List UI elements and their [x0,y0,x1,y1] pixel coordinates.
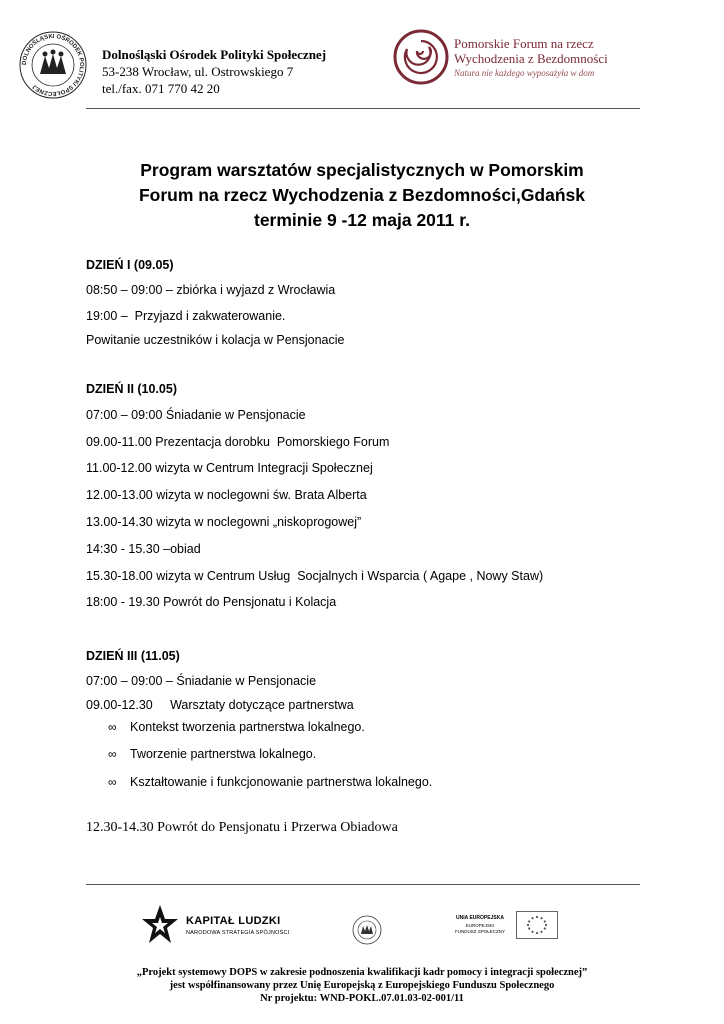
day-1-item: Powitanie uczestników i kolacja w Pensjonacie [86,333,345,347]
dops-name: Dolnośląski Ośrodek Polityki Społecznej [102,47,327,62]
dops-small-seal-logo [352,915,382,945]
footer-logos [140,895,590,955]
forum-name-line2: Wychodzenia z Bezdomności [454,51,608,66]
snail-shell-logo [392,28,450,86]
kapital-ludzki-logo [140,903,290,947]
bullet-text: Kontekst tworzenia partnerstwa lokalnego. [130,720,365,734]
footer-line-2: jest współfinansowany przez Unię Europejską z Europejskiego Funduszu Społecznego [169,980,555,991]
footer-line-3: Nr projektu: WND-POKL.07.01.03-02-001/11 [260,993,464,1004]
day-1-item: 08:50 – 09:00 – zbiórka i wyjazd z Wrocławia [86,283,336,297]
day-2-item: 13.00-14.30 wizyta w noclegowni „niskoprogowej” [86,515,362,529]
dops-seal-text: DOLNOŚLĄSKI OŚRODEK POLITYKI SPOŁECZNEJ [21,33,85,97]
day-2-item: 09.00-11.00 Prezentacja dorobku Pomorskiego Forum [86,435,390,449]
eu-flag-icon [516,911,558,939]
day-3-bullet [108,775,432,789]
dops-figures-icon [40,50,66,75]
day-2-item: 11.00-12.00 wizyta w Centrum Integracji Społecznej [86,461,373,475]
forum-text [454,36,694,78]
infinity-bullet-icon: ∞ [108,747,117,761]
eu-efs-logo [450,909,600,945]
footer-divider [86,884,640,885]
day-3-item: 09.00-12.30 Warsztaty dotyczące partnerstwa [86,698,354,712]
bullet-text: Kształtowanie i funkcjonowanie partnerstwa lokalnego. [130,775,433,789]
dops-contact [102,46,362,97]
dops-address: 53-238 Wrocław, ul. Ostrowskiego 7 [102,64,294,79]
title-line-3: terminie 9 -12 maja 2011 r. [254,210,470,230]
day-3-bullet [108,720,365,734]
dops-phone: tel./fax. 071 770 42 20 [102,81,220,96]
forum-name-line1: Pomorskie Forum na rzecz [454,36,594,51]
infinity-bullet-icon: ∞ [108,775,117,789]
title-line-1: Program warsztatów specjalistycznych w Pomorskim [140,160,584,180]
eu-title: UNIA EUROPEJSKA [456,915,504,921]
day-2-item: 14:30 - 15.30 –obiad [86,542,201,556]
bullet-text: Tworzenie partnerstwa lokalnego. [130,747,317,761]
day-3-item: 07:00 – 09:00 – Śniadanie w Pensjonacie [86,674,317,688]
eu-stars-icon [517,912,557,938]
document-title [100,158,624,233]
footer-text [60,966,664,1005]
day-2-item: 12.00-13.00 wizyta w noclegowni św. Brata Alberta [86,488,367,502]
eu-subtitle [450,923,510,935]
forum-motto: Natura nie każdego wyposażyła w dom [454,68,595,78]
day-1-heading: DZIEŃ I (09.05) [86,258,174,272]
day-2-item: 18:00 - 19.30 Powrót do Pensjonatu i Kolacja [86,595,337,609]
eu-subtitle-line2: FUNDUSZ SPOŁECZNY [454,929,505,934]
day-2-item: 07:00 – 09:00 Śniadanie w Pensjonacie [86,408,306,422]
closing-line: 12.30-14.30 Powrót do Pensjonatu i Przerwa Obiadowa [86,820,398,835]
dops-seal-logo [18,30,88,100]
eu-subtitle-line1: EUROPEJSKI [465,923,495,928]
day-2-item: 15.30-18.00 wizyta w Centrum Usług Socjalnych i Wsparcia ( Agape , Nowy Staw) [86,569,544,583]
title-line-2: Forum na rzecz Wychodzenia z Bezdomności,Gdańsk [138,185,586,205]
footer-line-1: „Projekt systemowy DOPS w zakresie podnoszenia kwalifikacji kadr pomocy i integracji społecznej” [136,967,588,978]
day-3-heading: DZIEŃ III (11.05) [86,649,180,663]
infinity-bullet-icon: ∞ [108,720,117,734]
kapital-ludzki-subtitle: NARODOWA STRATEGIA SPÓJNOŚCI [186,930,290,936]
day-3-bullet [108,747,316,761]
day-2-heading: DZIEŃ II (10.05) [86,382,177,396]
kapital-ludzki-icon [140,903,180,947]
kapital-ludzki-title: KAPITAŁ LUDZKI [186,915,281,927]
day-1-item: 19:00 – Przyjazd i zakwaterowanie. [86,309,286,323]
header-divider [86,108,640,109]
